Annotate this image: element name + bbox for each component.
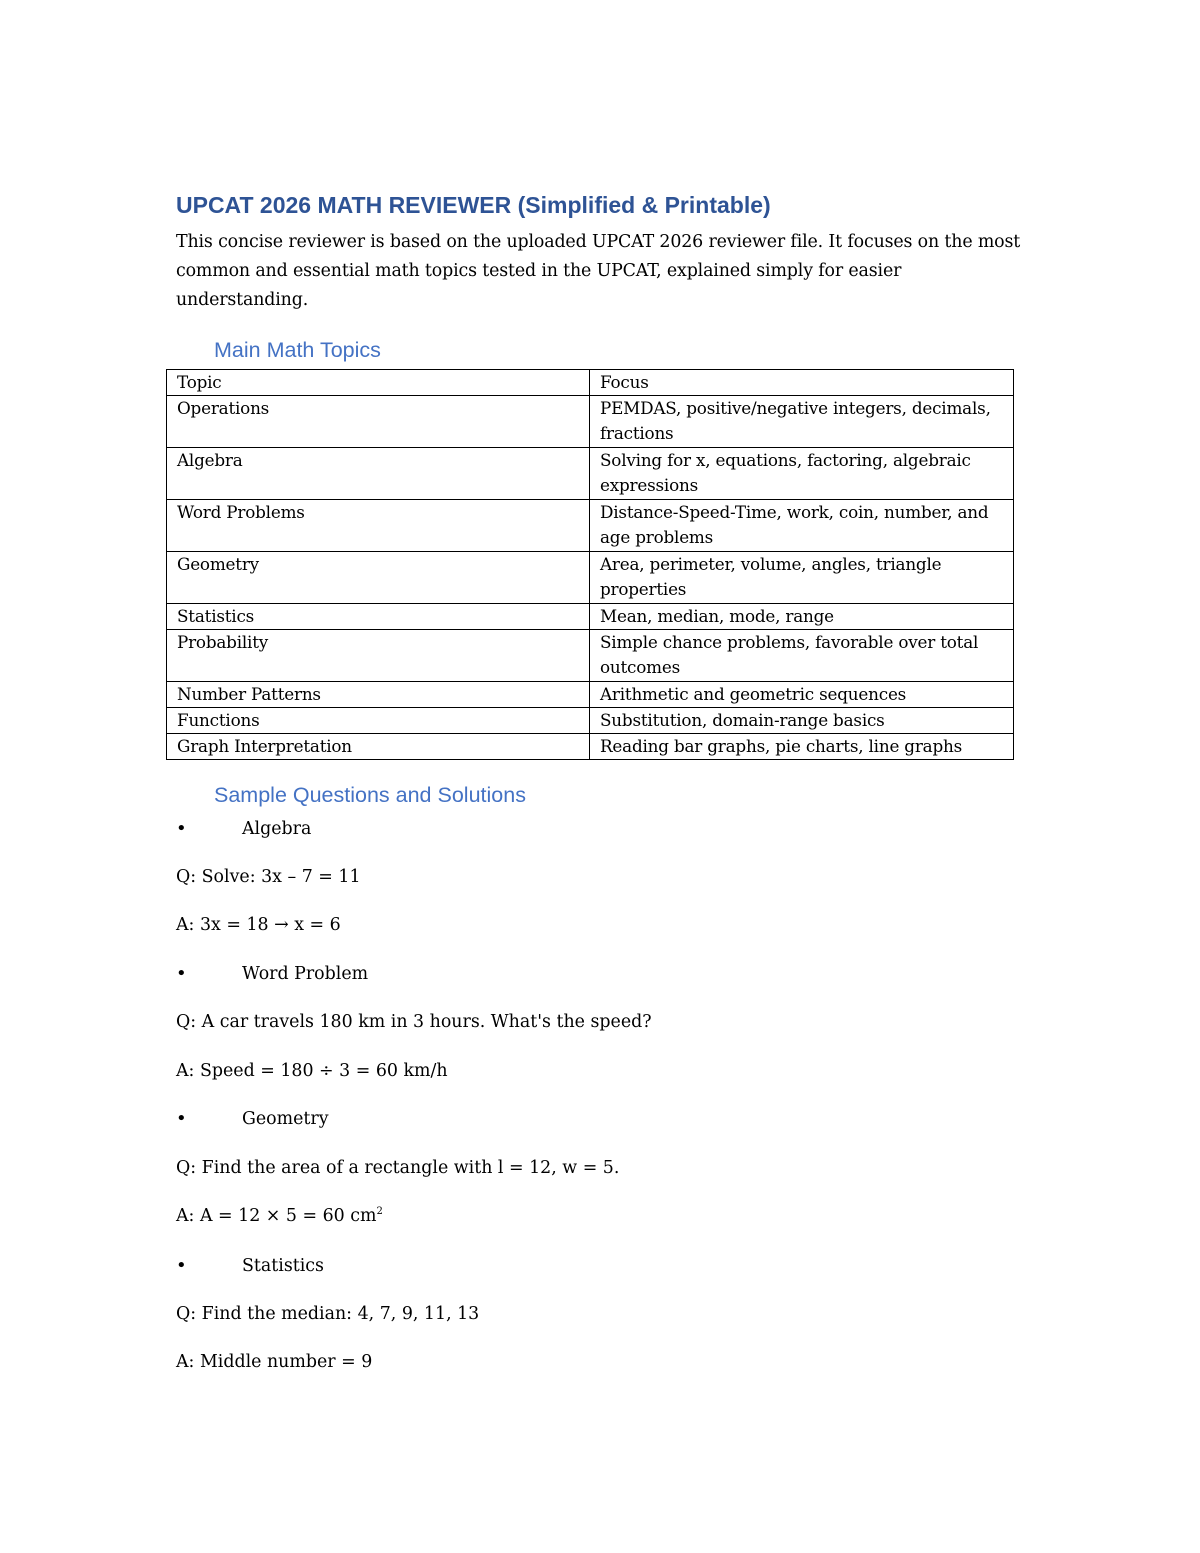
topic-cell: Functions: [167, 708, 590, 734]
table-row: [167, 396, 1014, 448]
focus-cell: Simple chance problems, favorable over total outcomes: [590, 630, 1014, 682]
table-row: [167, 708, 1014, 734]
focus-cell: Substitution, domain-range basics: [590, 708, 1014, 734]
sample-answer: [176, 1203, 383, 1229]
table-header-row: [167, 370, 1014, 396]
sample-answer-text: A: Speed = 180 ÷ 3 = 60 km/h: [176, 1061, 448, 1081]
sample-answer: [176, 912, 341, 938]
topic-cell: Algebra: [167, 448, 590, 500]
sample-answer: [176, 1349, 372, 1375]
table-row: [167, 500, 1014, 552]
topic-cell: Geometry: [167, 552, 590, 604]
table-row: [167, 630, 1014, 682]
focus-cell: PEMDAS, positive/negative integers, decimals, fractions: [590, 396, 1014, 448]
sample-questions-heading: Sample Questions and Solutions: [214, 783, 526, 807]
topic-cell: Graph Interpretation: [167, 734, 590, 760]
bullet-icon: •: [176, 963, 187, 984]
topic-cell: Word Problems: [167, 500, 590, 552]
topic-cell: Statistics: [167, 604, 590, 630]
sample-question: Q: Solve: 3x – 7 = 11: [176, 867, 361, 887]
topic-cell: Probability: [167, 630, 590, 682]
sample-answer-text: A: Middle number = 9: [176, 1352, 373, 1372]
sample-answer-text: A: 3x = 18 → x = 6: [176, 915, 341, 935]
focus-cell: Mean, median, mode, range: [590, 604, 1014, 630]
answer-superscript: 2: [376, 1206, 383, 1218]
sample-question: Q: Find the area of a rectangle with l = 12, w = 5.: [176, 1158, 620, 1178]
topic-cell: Number Patterns: [167, 682, 590, 708]
focus-cell: Reading bar graphs, pie charts, line graphs: [590, 734, 1014, 760]
document-title: UPCAT 2026 MATH REVIEWER (Simplified & Printable): [176, 192, 771, 218]
intro-paragraph: This concise reviewer is based on the uploaded UPCAT 2026 reviewer file. It focuses on the most common and essential math topics tested in the UPCAT, explained simply for easier understanding.: [176, 232, 1021, 310]
header-topic: Topic: [167, 370, 590, 396]
sample-category: Algebra: [242, 819, 312, 839]
table-row: [167, 682, 1014, 708]
sample-question: Q: A car travels 180 km in 3 hours. What's the speed?: [176, 1012, 652, 1032]
topics-table: [166, 369, 1014, 760]
table-row: [167, 734, 1014, 760]
sample-question: Q: Find the median: 4, 7, 9, 11, 13: [176, 1304, 480, 1324]
sample-answer: [176, 1058, 448, 1084]
bullet-icon: •: [176, 1255, 187, 1276]
table-row: [167, 448, 1014, 500]
table-row: [167, 604, 1014, 630]
table-row: [167, 552, 1014, 604]
focus-cell: Distance-Speed-Time, work, coin, number, and age problems: [590, 500, 1014, 552]
bullet-icon: •: [176, 1108, 187, 1129]
bullet-icon: •: [176, 818, 187, 839]
focus-cell: Area, perimeter, volume, angles, triangle properties: [590, 552, 1014, 604]
focus-cell: Solving for x, equations, factoring, algebraic expressions: [590, 448, 1014, 500]
sample-category: Statistics: [242, 1256, 324, 1276]
focus-cell: Arithmetic and geometric sequences: [590, 682, 1014, 708]
main-topics-heading: Main Math Topics: [214, 338, 381, 362]
topic-cell: Operations: [167, 396, 590, 448]
sample-answer-text: A: A = 12 × 5 = 60 cm: [176, 1206, 377, 1226]
sample-category: Geometry: [242, 1109, 329, 1129]
sample-category: Word Problem: [242, 964, 369, 984]
header-focus: Focus: [590, 370, 1014, 396]
